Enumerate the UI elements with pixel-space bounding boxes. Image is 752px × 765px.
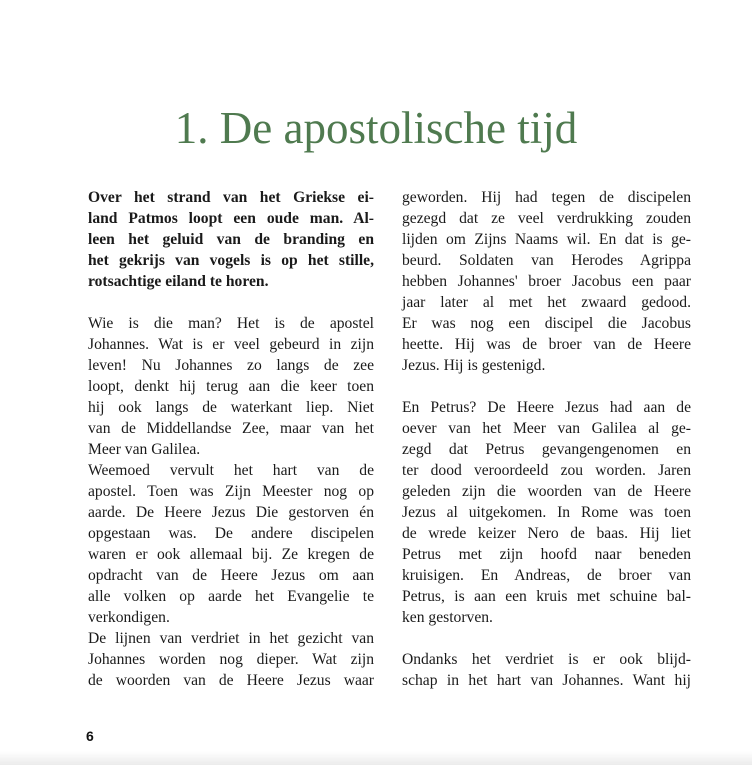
text-line: Petrus, is aan een kruis met schuine bal- xyxy=(402,588,691,605)
text-line: aarde. De Heere Jezus Die gestorven én xyxy=(88,504,374,521)
paragraph xyxy=(402,649,691,691)
text-line: land Patmos loopt een oude man. Al- xyxy=(88,210,374,227)
text-line: Ondanks het verdriet is er ook blijd- xyxy=(402,651,691,668)
text-line: Jezus al uitgekomen. In Rome was toen xyxy=(402,504,691,521)
text-line: gezegd dat ze veel verdrukking zouden xyxy=(402,210,691,227)
page-number: 6 xyxy=(86,728,94,744)
text-line: kruisigen. En Andreas, de broer van xyxy=(402,567,691,584)
text-line: de woorden van de Heere Jezus waar xyxy=(88,672,374,689)
text-line: jaar later al met het zwaard gedood. xyxy=(402,294,691,311)
text-line: Weemoed vervult het hart van de xyxy=(88,462,374,479)
text-line: beurd. Soldaten van Herodes Agrippa xyxy=(402,252,691,269)
text-line: zegd dat Petrus gevangengenomen en xyxy=(402,441,691,458)
text-line: ken gestorven. xyxy=(402,609,493,626)
text-line: leen het geluid van de branding en xyxy=(88,231,374,248)
text-line: Johannes worden nog dieper. Wat zijn xyxy=(88,651,374,668)
right-column xyxy=(402,187,691,691)
text-line: geleden zijn die woorden van de Heere xyxy=(402,483,691,500)
text-line: opdracht van de Heere Jezus om aan xyxy=(88,567,374,584)
text-line: lijden om Zijns Naams wil. En dat is ge- xyxy=(402,231,691,248)
text-line: Wie is die man? Het is de apostel xyxy=(88,315,374,332)
chapter-title: 1. De apostolische tijd xyxy=(174,103,578,153)
text-line: Johannes. Wat is er veel gebeurd in zijn xyxy=(88,336,374,353)
paragraph xyxy=(88,628,374,691)
text-line: hebben Johannes' broer Jacobus een paar xyxy=(402,273,691,290)
paragraph xyxy=(402,397,691,628)
text-line: loopt, denkt hij terug aan die keer toen xyxy=(88,378,374,395)
text-line: geworden. Hij had tegen de discipelen xyxy=(402,189,691,206)
text-line: het gekrijs van vogels is op het stille, xyxy=(88,252,374,269)
intro-paragraph xyxy=(88,187,374,292)
text-line: Meer van Galilea. xyxy=(88,441,201,458)
paragraph xyxy=(88,460,374,628)
text-line: rotsachtige eiland te horen. xyxy=(88,273,269,290)
text-line: oever van het Meer van Galilea al ge- xyxy=(402,420,691,437)
text-line: verkondigen. xyxy=(88,609,170,626)
text-line: apostel. Toen was Zijn Meester nog op xyxy=(88,483,374,500)
text-line: De lijnen van verdriet in het gezicht van xyxy=(88,630,374,647)
text-line: schap in het hart van Johannes. Want hij xyxy=(402,672,691,689)
text-line: de wrede keizer Nero de baas. Hij liet xyxy=(402,525,691,542)
text-line: hij ook langs de waterkant liep. Niet xyxy=(88,399,374,416)
text-line: opgestaan was. De andere discipelen xyxy=(88,525,374,542)
text-line: Over het strand van het Griekse ei- xyxy=(88,189,374,206)
page-edge-shadow xyxy=(0,751,752,765)
text-line: heette. Hij was de broer van de Heere xyxy=(402,336,691,353)
text-line: alle volken op aarde het Evangelie te xyxy=(88,588,374,605)
text-line: Petrus met zijn hoofd naar beneden xyxy=(402,546,691,563)
paragraph xyxy=(88,313,374,460)
left-column xyxy=(88,187,374,691)
text-line: van de Middellandse Zee, maar van het xyxy=(88,420,374,437)
text-line: leven! Nu Johannes zo langs de zee xyxy=(88,357,374,374)
text-line: waren er ook allemaal bij. Ze kregen de xyxy=(88,546,374,563)
text-line: Jezus. Hij is gestenigd. xyxy=(402,357,546,374)
text-line: ter dood veroordeeld zou worden. Jaren xyxy=(402,462,691,479)
paragraph xyxy=(402,187,691,376)
text-line: En Petrus? De Heere Jezus had aan de xyxy=(402,399,691,416)
text-line: Er was nog een discipel die Jacobus xyxy=(402,315,691,332)
